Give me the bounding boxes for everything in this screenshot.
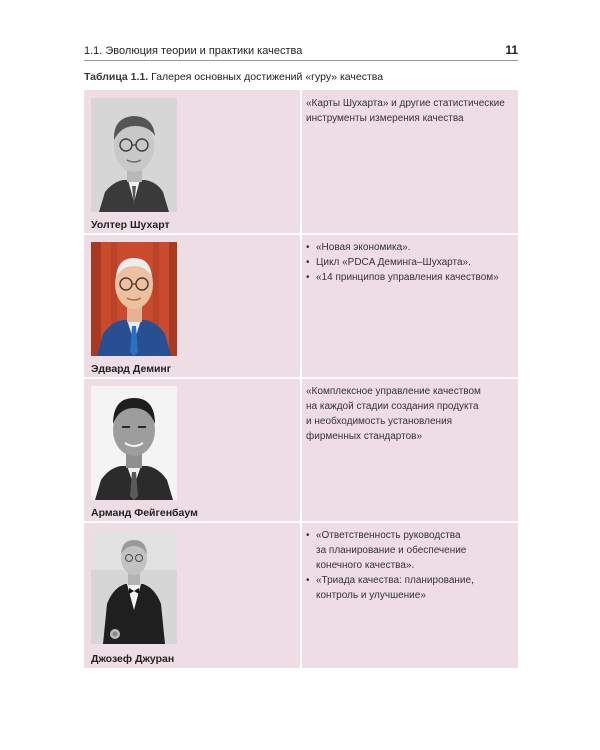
portrait-photo-joseph-juran — [91, 530, 177, 644]
achievement-cell — [306, 240, 514, 285]
running-title: 1.1. Эволюция теории и практики качества — [84, 45, 303, 57]
portrait-photo-walter-shewhart — [91, 98, 177, 212]
gurus-gallery-table — [84, 90, 518, 668]
achievement-cell — [306, 528, 514, 603]
achievement-text: «Карты Шухарта» и другие статистические инструменты измерения качества — [306, 98, 505, 124]
achievement-list — [306, 528, 514, 603]
page-number: 11 — [505, 43, 518, 57]
achievement-cell — [306, 384, 514, 444]
achievement-bullet: • Цикл «PDCA Деминга–Шухарта». — [306, 255, 514, 270]
achievement-bullet: • «14 принципов управления качеством» — [306, 270, 514, 285]
portrait-photo-armand-feigenbaum — [91, 386, 177, 500]
person-name: Джозеф Джуран — [91, 653, 175, 665]
achievement-bullet: • «Ответственность руководства за планирование и обеспечение конечного качества». — [306, 528, 514, 573]
table-caption-text: Галерея основных достижений «гуру» качества — [148, 71, 384, 83]
achievement-list — [306, 240, 514, 285]
portrait-photo-edward-deming — [91, 242, 177, 356]
person-name: Эдвард Деминг — [91, 363, 172, 375]
running-header — [84, 44, 518, 61]
table-caption-label: Таблица 1.1. — [84, 71, 149, 83]
person-name: Арманд Фейгенбаум — [91, 507, 198, 519]
achievement-text: «Комплексное управление качеством на каждой стадии создания продукта и необходимость установления фирменных стандартов» — [306, 386, 481, 442]
person-name: Уолтер Шухарт — [91, 219, 170, 231]
table-caption — [84, 70, 383, 84]
achievement-bullet: • «Новая экономика». — [306, 240, 514, 255]
achievement-cell — [306, 96, 514, 126]
column-divider — [300, 90, 302, 668]
achievement-bullet: • «Триада качества: планирование, контроль и улучшение» — [306, 573, 514, 603]
